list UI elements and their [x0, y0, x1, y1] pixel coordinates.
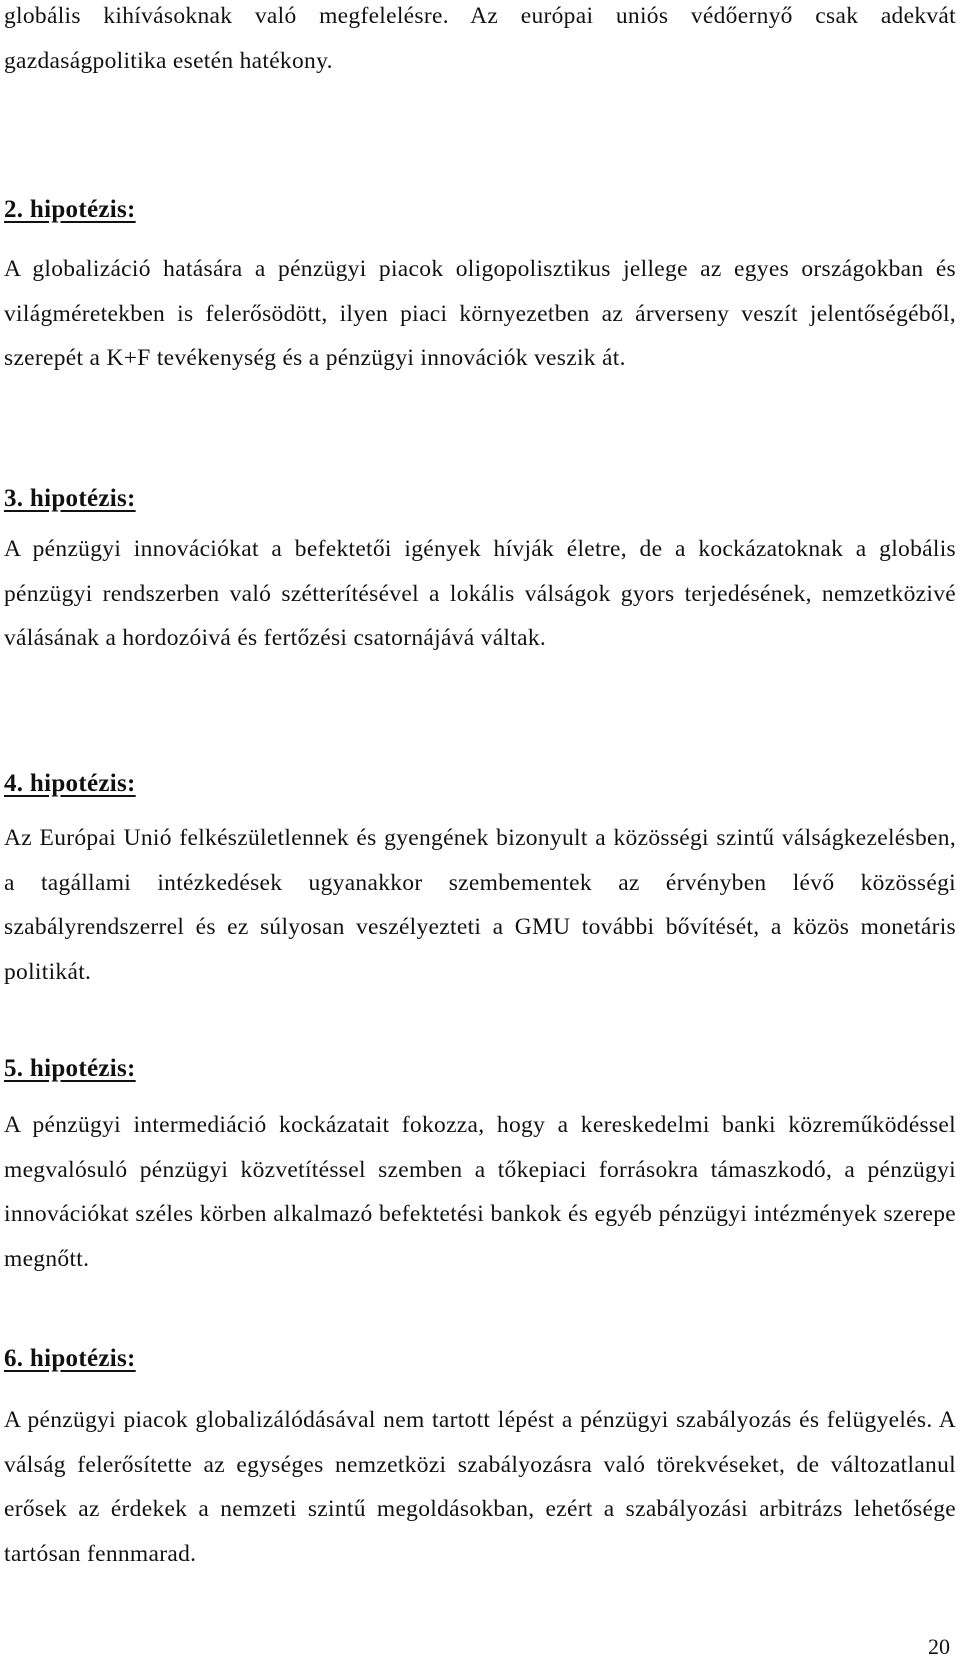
hypothesis-6-text: A pénzügyi piacok globalizálódásával nem tartott lépést a pénzügyi szabályozás és felügyelés. A válság felerősítette az egységes nemzetközi szabályozásra való törekvéseket, de változatlanul erősek az érdekek a nemzeti szintű megoldásokban, ezért a szabályozási arbitrázs lehetősége tartósan fennmarad.: [4, 1407, 956, 1567]
hypothesis-3-text: A pénzügyi innovációkat a befektetői igények hívják életre, de a kockázatoknak a globális pénzügyi rendszerben való szétterítésével a lokális válságok gyors terjedésének, nemzetközivé válásának a hordozóivá és fertőzési csatornájává váltak.: [4, 536, 956, 651]
hypothesis-5-heading: 5. hipotézis:: [4, 1055, 136, 1082]
hypothesis-2-text: A globalizáció hatására a pénzügyi piacok oligopolisztikus jellege az egyes országokban és világméretekben is felerősödött, ilyen piaci környezetben az árverseny veszít jelentőségéből, szerepét a K+F tevékenység és a pénzügyi innovációk veszik át.: [4, 256, 956, 371]
page-number: 20: [928, 1634, 950, 1659]
hypothesis-4-heading: 4. hipotézis:: [4, 770, 136, 797]
hypothesis-5-text: A pénzügyi intermediáció kockázatait fokozza, hogy a kereskedelmi banki közreműködéssel megvalósuló pénzügyi közvetítéssel szemben a tőkepiaci forrásokra támaszkodó, a pénzügyi innovációkat széles körben alkalmazó befektetési bankok és egyéb pénzügyi intézmények szerepe megnőtt.: [4, 1112, 956, 1272]
hypothesis-3-heading: 3. hipotézis:: [4, 485, 136, 512]
hypothesis-2-heading: 2. hipotézis:: [4, 196, 136, 223]
intro-paragraph: globális kihívásoknak való megfelelésre. Az európai uniós védőernyő csak adekvát gazdaságpolitika esetén hatékony.: [4, 3, 956, 74]
hypothesis-6-heading: 6. hipotézis:: [4, 1345, 136, 1372]
hypothesis-4-text: Az Európai Unió felkészületlennek és gyengének bizonyult a közösségi szintű válságkezelésben, a tagállami intézkedések ugyanakkor szembementek az érvényben lévő közösségi szabályrendszerrel és ez súlyosan veszélyezteti a GMU további bővítését, a közös monetáris politikát.: [4, 825, 956, 985]
